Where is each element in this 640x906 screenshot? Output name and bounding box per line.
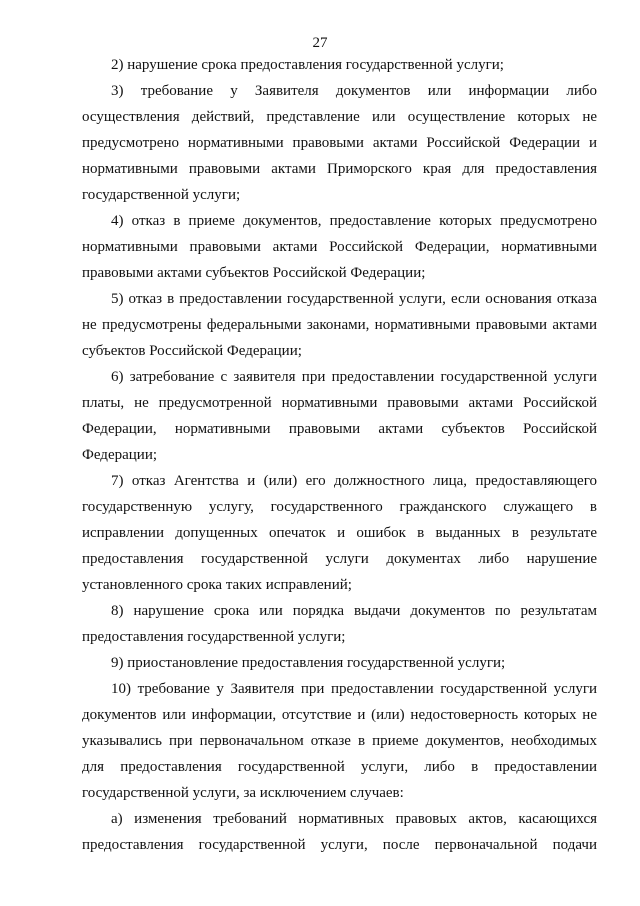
text-line: предоставления государственной услуги документах либо нарушение: [82, 551, 597, 567]
text-line: для предоставления государственной услуги, либо в предоставлении: [82, 759, 597, 775]
text-line: правовыми актами субъектов Российской Федерации;: [82, 265, 426, 281]
text-line: государственную услугу, государственного гражданского служащего в: [82, 499, 597, 515]
text-line: нормативными правовыми актами Российской Федерации, нормативными: [82, 239, 597, 255]
text-line: установленного срока таких исправлений;: [82, 577, 352, 593]
text-line: указывались при первоначальном отказе в приеме документов, необходимых: [82, 733, 597, 749]
text-line: Федерации, нормативными правовыми актами субъектов Российской: [82, 421, 597, 437]
text-line: исправлении допущенных опечаток и ошибок в выданных в результате: [82, 525, 597, 541]
text-line: 3) требование у Заявителя документов или информации либо: [111, 83, 597, 99]
text-line: государственной услуги, за исключением случаев:: [82, 785, 404, 801]
page-number: 27: [312, 35, 328, 51]
text-line: 5) отказ в предоставлении государственной услуги, если основания отказа: [111, 291, 597, 307]
text-line: государственной услуги;: [82, 187, 241, 203]
text-line: 6) затребование с заявителя при предоставлении государственной услуги: [111, 369, 597, 385]
text-line: Федерации;: [82, 447, 158, 463]
text-line: документов или информации, отсутствие и (или) недостоверность которых не: [82, 707, 597, 723]
text-line: 2) нарушение срока предоставления государственной услуги;: [111, 57, 504, 73]
text-line: 10) требование у Заявителя при предоставлении государственной услуги: [111, 681, 597, 697]
text-line: не предусмотрены федеральными законами, нормативными правовыми актами: [82, 317, 597, 333]
text-line: 9) приостановление предоставления государственной услуги;: [111, 655, 506, 671]
text-line: 8) нарушение срока или порядка выдачи документов по результатам: [111, 603, 597, 619]
text-line: предоставления государственной услуги, после первоначальной подачи: [82, 837, 597, 853]
text-line: нормативными правовыми актами Приморского края для предоставления: [82, 161, 597, 177]
text-line: платы, не предусмотренной нормативными правовыми актами Российской: [82, 395, 597, 411]
text-line: предусмотрено нормативными правовыми актами Российской Федерации и: [82, 135, 597, 151]
text-line: субъектов Российской Федерации;: [82, 343, 302, 359]
text-line: предоставления государственной услуги;: [82, 629, 346, 645]
text-line: 4) отказ в приеме документов, предоставление которых предусмотрено: [111, 213, 597, 229]
text-line: осуществления действий, представление или осуществление которых не: [82, 109, 597, 125]
text-line: а) изменения требований нормативных правовых актов, касающихся: [111, 811, 597, 827]
text-line: 7) отказ Агентства и (или) его должностного лица, предоставляющего: [111, 473, 597, 489]
